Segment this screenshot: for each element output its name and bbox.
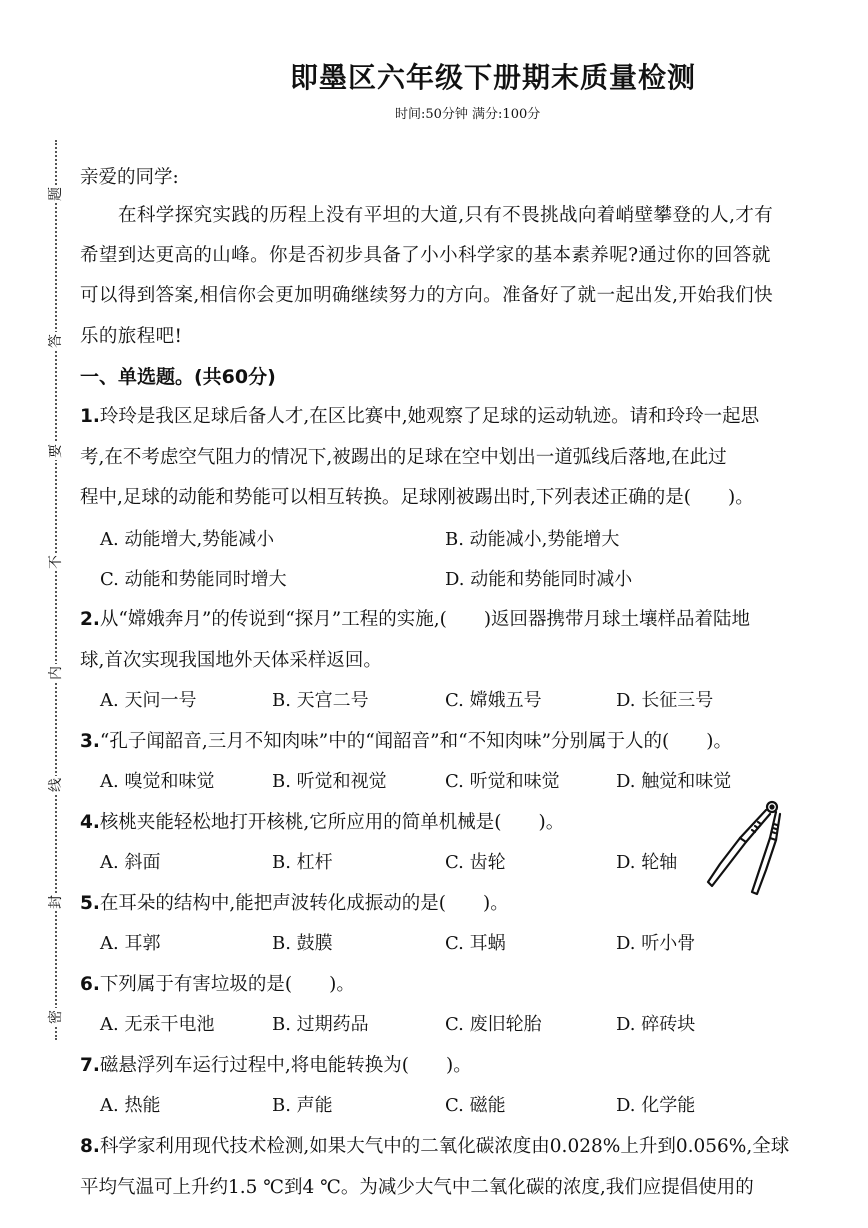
- option-a: A. 无汞干电池: [100, 1014, 215, 1035]
- question-text: “孔子闻韶音,三月不知肉味”中的“闻韶音”和“不知肉味”分别属于人的( )。: [99, 731, 732, 752]
- option-c: C. 嫦娥五号: [445, 690, 542, 711]
- option-c: C. 齿轮: [445, 852, 506, 873]
- question-text: 磁悬浮列车运行过程中,将电能转换为( )。: [99, 1055, 472, 1076]
- intro-line: 乐的旅程吧!: [80, 326, 183, 347]
- seal-char: 答: [48, 334, 64, 348]
- question-2-line: [80, 607, 750, 633]
- option-c: C. 动能和势能同时增大: [100, 569, 287, 590]
- question-3-line: [80, 729, 732, 755]
- question-text: 核桃夹能轻松地打开核桃,它所应用的简单机械是( )。: [99, 812, 565, 833]
- intro-line: 希望到达更高的山峰。你是否初步具备了小小科学家的基本素养呢?通过你的回答就: [80, 245, 771, 266]
- option-a: A. 斜面: [100, 852, 161, 873]
- question-number: 1.: [80, 406, 100, 427]
- question-text: 球,首次实现我国地外天体采样返回。: [80, 650, 382, 671]
- option-d: D. 轮轴: [616, 852, 678, 873]
- seal-char: 不: [48, 555, 64, 569]
- question-number: 3.: [80, 731, 100, 752]
- question-5-line: [80, 891, 509, 917]
- option-d: D. 动能和势能同时减小: [445, 569, 633, 590]
- option-a: A. 天问一号: [100, 690, 197, 711]
- section-heading: 一、单选题。(共60分): [80, 366, 276, 388]
- question-text: 下列属于有害垃圾的是( )。: [99, 974, 355, 995]
- option-a: A. 嗅觉和味觉: [100, 771, 215, 792]
- question-1-line: [80, 404, 759, 430]
- seal-char: 封: [48, 895, 64, 909]
- question-text: 考,在不考虑空气阻力的情况下,被踢出的足球在空中划出一道弧线后落地,在此过: [80, 447, 727, 468]
- question-text: 从“嫦娥奔月”的传说到“探月”工程的实施,( )返回器携带月球土壤样品着陆地: [99, 609, 751, 630]
- option-b: B. 天宫二号: [272, 690, 369, 711]
- option-c: C. 磁能: [445, 1095, 506, 1116]
- option-a: A. 动能增大,势能减小: [100, 529, 275, 550]
- option-a: A. 耳郭: [100, 933, 161, 954]
- question-text: 程中,足球的动能和势能可以相互转换。足球刚被踢出时,下列表述正确的是( )。: [80, 487, 754, 508]
- seal-char: 线: [48, 778, 64, 792]
- question-8-line: [80, 1134, 789, 1160]
- question-number: 6.: [80, 974, 100, 995]
- question-text: 在耳朵的结构中,能把声波转化成振动的是( )。: [99, 893, 509, 914]
- seal-char: 内: [48, 666, 64, 680]
- exam-title: 即墨区六年级下册期末质量检测: [290, 61, 697, 94]
- seal-char: 题: [48, 187, 64, 201]
- option-b: B. 动能减小,势能增大: [445, 529, 620, 550]
- question-number: 7.: [80, 1055, 100, 1076]
- intro-line: 在科学探究实践的历程上没有平坦的大道,只有不畏挑战向着峭壁攀登的人,才有: [118, 205, 774, 226]
- intro-greeting: 亲爱的同学:: [80, 167, 179, 188]
- option-d: D. 化学能: [616, 1095, 696, 1116]
- option-b: B. 鼓膜: [272, 933, 333, 954]
- question-7-line: [80, 1053, 472, 1079]
- option-d: D. 触觉和味觉: [616, 771, 732, 792]
- question-text: 科学家利用现代技术检测,如果大气中的二氧化碳浓度由0.028%上升到0.056%,全球: [99, 1136, 790, 1157]
- option-b: B. 杠杆: [272, 852, 333, 873]
- question-4-line: [80, 810, 564, 836]
- option-d: D. 长征三号: [616, 690, 714, 711]
- question-text: 平均气温可上升约1.5 ℃到4 ℃。为减少大气中二氧化碳的浓度,我们应提倡使用的: [80, 1177, 754, 1198]
- option-b: B. 过期药品: [272, 1014, 369, 1035]
- question-number: 5.: [80, 893, 100, 914]
- option-b: B. 听觉和视觉: [272, 771, 387, 792]
- question-text: 玲玲是我区足球后备人才,在区比赛中,她观察了足球的运动轨迹。请和玲玲一起思: [99, 406, 760, 427]
- option-c: C. 废旧轮胎: [445, 1014, 542, 1035]
- exam-subtitle: 时间:50分钟 满分:100分: [395, 107, 541, 122]
- option-c: C. 听觉和味觉: [445, 771, 560, 792]
- option-d: D. 碎砖块: [616, 1014, 696, 1035]
- question-number: 8.: [80, 1136, 100, 1157]
- question-number: 4.: [80, 812, 100, 833]
- intro-line: 可以得到答案,相信你会更加明确继续努力的方向。准备好了就一起出发,开始我们快: [80, 285, 773, 306]
- option-b: B. 声能: [272, 1095, 333, 1116]
- nutcracker-illustration: [700, 798, 790, 898]
- seal-char: 密: [48, 1010, 64, 1024]
- question-6-line: [80, 972, 355, 998]
- seal-char: 要: [48, 444, 64, 458]
- question-number: 2.: [80, 609, 100, 630]
- option-c: C. 耳蜗: [445, 933, 506, 954]
- option-d: D. 听小骨: [616, 933, 696, 954]
- option-a: A. 热能: [100, 1095, 161, 1116]
